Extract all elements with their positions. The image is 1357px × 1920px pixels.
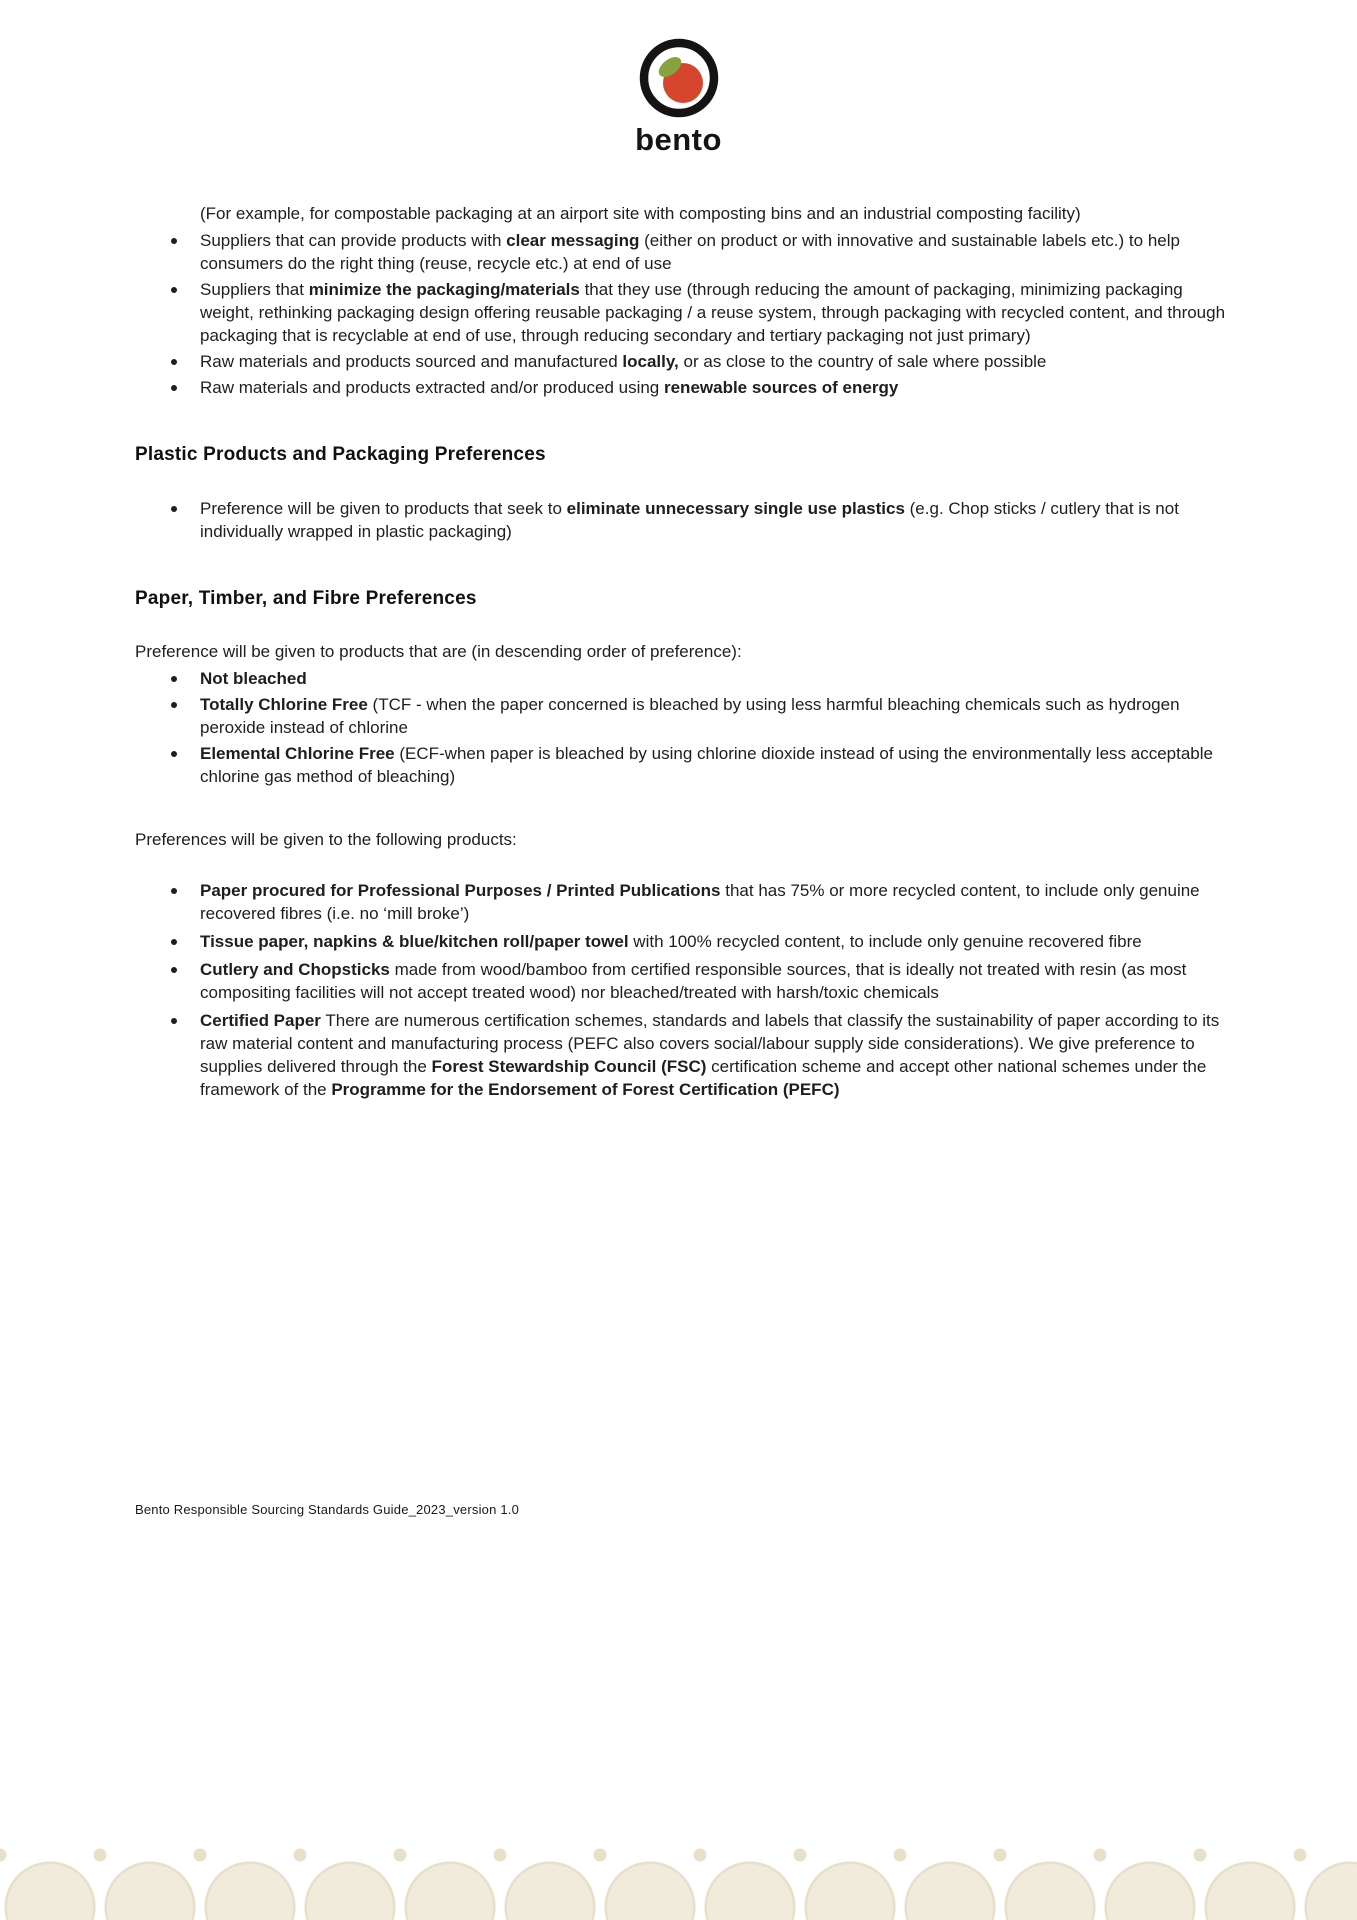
bento-logo-icon — [635, 36, 723, 120]
supplier-preferences-list — [135, 229, 1227, 399]
heading-paper-preferences: Paper, Timber, and Fibre Preferences — [135, 588, 477, 609]
bullet-marker — [171, 238, 177, 244]
continuation-paragraph: (For example, for compostable packaging at an airport site with composting bins and an industrial composting facility) — [200, 204, 1081, 223]
bullet-marker — [171, 287, 177, 293]
list-item — [135, 350, 1227, 373]
list-item — [135, 1009, 1227, 1101]
bullet-marker — [171, 967, 177, 973]
list-item — [135, 742, 1227, 788]
list-item-text: Preference will be given to products that seek to eliminate unnecessary single use plastics (e.g. Chop sticks / cutlery that is not individually wrapped in plastic packaging) — [200, 499, 1179, 541]
bullet-marker — [171, 506, 177, 512]
list-item — [135, 376, 1227, 399]
bullet-marker — [171, 751, 177, 757]
bullet-marker — [171, 702, 177, 708]
list-item-text: Certified Paper There are numerous certification schemes, standards and labels that classify the sustainability of paper according to its raw material content and manufacturing process (PEFC also covers social/labour supply side considerations). We give preference to supplies delivered through the Forest Stewardship Council (FSC) certification scheme and accept other national schemes under the framework of the Programme for the Endorsement of Forest Certification (PEFC) — [200, 1011, 1220, 1099]
list-item-text: Raw materials and products sourced and manufactured locally, or as close to the country of sale where possible — [200, 352, 1047, 371]
list-item-text: Paper procured for Professional Purposes / Printed Publications that has 75% or more recycled content, to include only genuine recovered fibres (i.e. no ‘mill broke’) — [200, 881, 1200, 923]
bullet-marker — [171, 1018, 177, 1024]
list-item-text: Suppliers that minimize the packaging/materials that they use (through reducing the amount of packaging, minimizing packaging weight, rethinking packaging design offering reusable packaging / a reuse system, through packaging with recycled content, and through packaging that is recyclable at end of use, through reducing secondary and tertiary packaging not just primary) — [200, 280, 1226, 345]
logo-wordmark: bento — [635, 122, 722, 157]
heading-plastic-preferences: Plastic Products and Packaging Preferences — [135, 444, 546, 465]
list-item — [135, 930, 1227, 953]
list-item — [135, 879, 1227, 925]
bullet-marker — [171, 359, 177, 365]
list-item — [135, 693, 1227, 739]
logo — [0, 0, 1357, 158]
product-preferences-list — [135, 879, 1227, 1101]
decorative-scallop-border — [0, 1842, 1357, 1920]
list-item-text: Totally Chlorine Free (TCF - when the paper concerned is bleached by using less harmful bleaching chemicals such as hydrogen peroxide instead of chlorine — [200, 695, 1180, 737]
list-item-text: Raw materials and products extracted and/or produced using renewable sources of energy — [200, 378, 899, 397]
document-body — [135, 202, 1227, 1101]
list-item-text: Cutlery and Chopsticks made from wood/bamboo from certified responsible sources, that is ideally not treated with resin (as most compositing facilities will not accept treated wood) nor bleached/treated with harsh/toxic chemicals — [200, 960, 1187, 1002]
list-item — [135, 497, 1227, 543]
paper-preferences-list — [135, 667, 1227, 788]
footer-text: Bento Responsible Sourcing Standards Guide_2023_version 1.0 — [135, 1502, 519, 1517]
list-item-text: Suppliers that can provide products with clear messaging (either on product or with innovative and sustainable labels etc.) to help consumers do the right thing (reuse, recycle etc.) at end of use — [200, 231, 1180, 273]
bullet-marker — [171, 385, 177, 391]
list-item — [135, 958, 1227, 1004]
products-intro-paragraph: Preferences will be given to the following products: — [135, 830, 517, 849]
list-item-text: Elemental Chlorine Free (ECF-when paper is bleached by using chlorine dioxide instead of using the environmentally less acceptable chlorine gas method of bleaching) — [200, 744, 1213, 786]
list-item — [135, 667, 1227, 690]
plastic-preferences-list — [135, 497, 1227, 543]
list-item-text: Not bleached — [200, 669, 307, 688]
paper-intro-paragraph: Preference will be given to products that are (in descending order of preference): — [135, 642, 742, 661]
list-item-text: Tissue paper, napkins & blue/kitchen roll/paper towel with 100% recycled content, to include only genuine recovered fibre — [200, 932, 1142, 951]
bullet-marker — [171, 939, 177, 945]
bullet-marker — [171, 888, 177, 894]
list-item — [135, 278, 1227, 347]
bullet-marker — [171, 676, 177, 682]
list-item — [135, 229, 1227, 275]
